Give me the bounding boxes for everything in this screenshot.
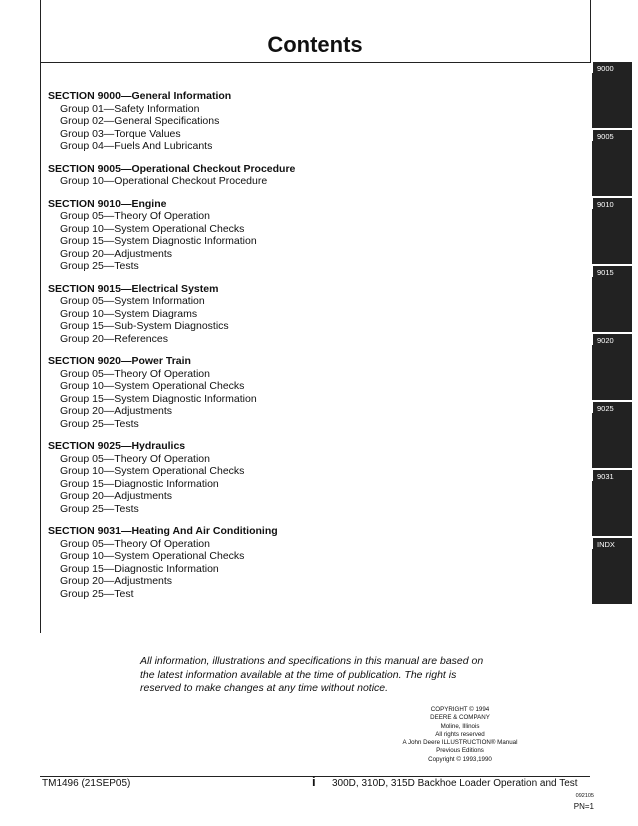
notice-line: All information, illustrations and specifications in this manual are based on [140,655,484,667]
section-heading[interactable]: SECTION 9000—General Information [48,90,232,102]
group-entry[interactable]: Group 05—Theory Of Operation [60,367,210,380]
toc-section [48,163,578,188]
top-right-rule [590,0,591,62]
copyright-line: COPYRIGHT © 1994 [430,706,490,713]
copyright-block [380,706,540,764]
footer-manual-id: TM1496 (21SEP05) [42,778,131,789]
section-tab[interactable] [592,538,632,604]
group-entry[interactable]: Group 10—System Operational Checks [60,380,245,392]
group-entry[interactable]: Group 25—Tests [60,502,139,515]
section-tab-label: INDX [592,538,632,549]
section-tab-label: 9031 [592,470,632,481]
toc-section [48,283,578,346]
section-tab-label: 9020 [592,334,632,345]
toc-section [48,90,578,153]
section-tab[interactable] [592,130,632,196]
group-entry[interactable]: Group 05—System Information [60,295,205,307]
group-entry[interactable]: Group 15—Diagnostic Information [60,477,219,490]
group-entry[interactable]: Group 10—System Diagrams [60,307,198,320]
copyright-line: DEERE & COMPANY [430,714,490,722]
copyright-line: All rights reserved [435,730,485,738]
section-heading[interactable]: SECTION 9020—Power Train [48,355,191,367]
group-entry[interactable]: Group 20—Adjustments [60,575,173,587]
toc-section [48,440,578,515]
notice-text [140,655,500,696]
section-heading[interactable]: SECTION 9025—Hydraulics [48,440,186,452]
section-tab[interactable] [592,402,632,468]
section-heading[interactable]: SECTION 9031—Heating And Air Conditioning [48,525,278,537]
group-entry[interactable]: Group 25—Test [60,587,134,600]
group-entry[interactable]: Group 25—Tests [60,260,139,272]
group-entry[interactable]: Group 10—System Operational Checks [60,550,245,562]
group-entry[interactable]: Group 15—System Diagnostic Information [60,392,257,405]
copyright-line: Moline, Illinois [440,722,480,730]
group-entry[interactable]: Group 02—General Specifications [60,115,220,127]
group-entry[interactable]: Group 04—Fuels And Lubricants [60,140,213,152]
group-entry[interactable]: Group 05—Theory Of Operation [60,537,210,550]
section-tab-label: 9005 [592,130,632,141]
group-entry[interactable]: Group 15—Sub-System Diagnostics [60,320,229,332]
group-entry[interactable]: Group 10—System Operational Checks [60,465,245,477]
group-entry[interactable]: Group 05—Theory Of Operation [60,452,210,465]
footer-manual-title: 300D, 310D, 315D Backhoe Loader Operation and Test [332,778,578,789]
group-entry[interactable]: Group 05—Theory Of Operation [60,210,210,222]
footer-pn: PN=1 [573,802,594,811]
group-entry[interactable]: Group 10—Operational Checkout Procedure [60,175,268,187]
footer-page-number: i [312,774,316,789]
toc-section [48,198,578,273]
section-tab-label: 9025 [592,402,632,413]
copyright-line: Copyright © 1993,1990 [428,755,492,763]
section-tab[interactable] [592,334,632,400]
section-tab[interactable] [592,62,632,128]
page-title: Contents [267,32,363,57]
group-entry[interactable]: Group 03—Torque Values [60,127,181,140]
section-tab-label: 9010 [592,198,632,209]
group-entry[interactable]: Group 15—Diagnostic Information [60,562,219,575]
notice-line: reserved to make changes at any time without notice. [140,682,389,694]
section-heading[interactable]: SECTION 9015—Electrical System [48,282,219,295]
copyright-line: A John Deere ILLUSTRUCTION® Manual [402,739,518,747]
group-entry[interactable]: Group 01—Safety Information [60,102,200,115]
toc-section [48,525,578,600]
section-tab[interactable] [592,266,632,332]
section-heading[interactable]: SECTION 9005—Operational Checkout Procedure [48,162,296,175]
group-entry[interactable]: Group 20—Adjustments [60,490,173,502]
section-tab[interactable] [592,198,632,264]
section-tab-label: 9000 [592,62,632,73]
footer-code: 092105 [575,793,594,799]
group-entry[interactable]: Group 10—System Operational Checks [60,222,245,235]
notice-line: the latest information available at the time of publication. The right is [140,668,457,681]
copyright-line: Previous Editions [436,747,484,755]
section-tab-label: 9015 [592,266,632,277]
toc-section [48,355,578,430]
group-entry[interactable]: Group 25—Tests [60,417,139,430]
section-tab[interactable] [592,470,632,536]
group-entry[interactable]: Group 20—Adjustments [60,405,173,417]
section-heading[interactable]: SECTION 9010—Engine [48,197,167,210]
group-entry[interactable]: Group 15—System Diagnostic Information [60,235,257,247]
table-of-contents [48,90,578,610]
group-entry[interactable]: Group 20—References [60,332,168,345]
group-entry[interactable]: Group 20—Adjustments [60,247,173,260]
